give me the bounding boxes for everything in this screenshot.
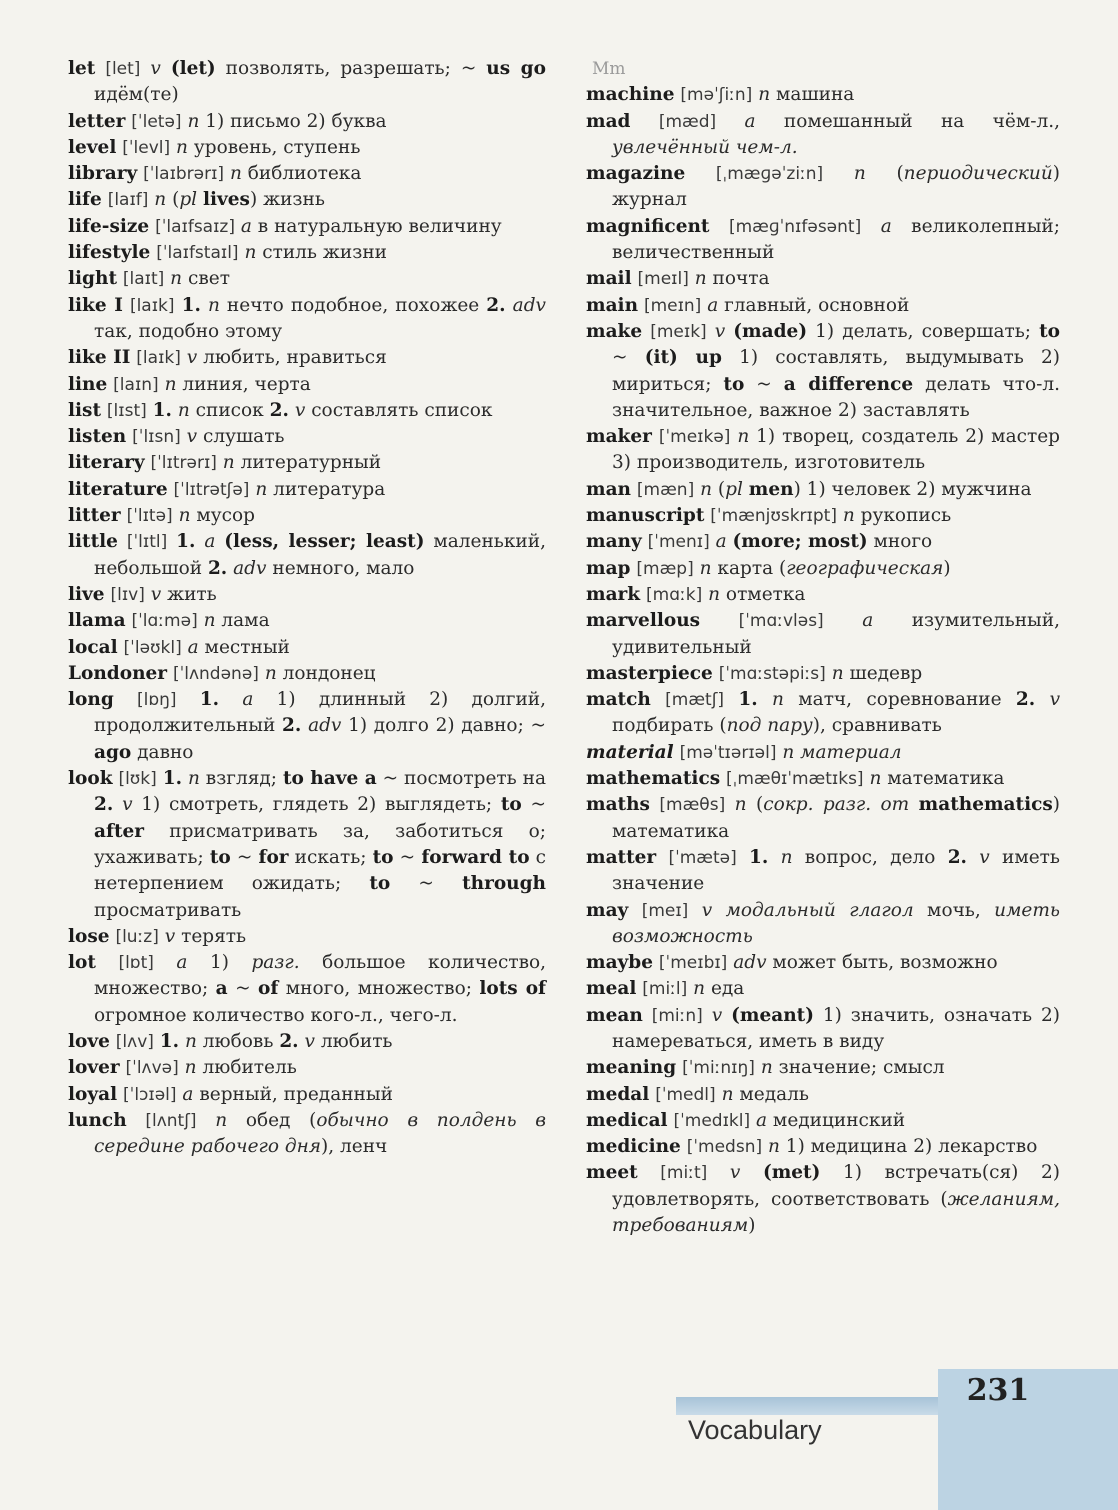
footer-section-label: Vocabulary — [688, 1415, 822, 1445]
dictionary-entry: let [let] v (let) позволять, разрешать; ~ us go идём(те) — [68, 58, 546, 106]
section-letter: Mm — [592, 59, 626, 79]
dictionary-entry: love [lʌv] 1. n любовь 2. v любить — [68, 1030, 393, 1052]
dictionary-entry: look [lʊk] 1. n взгляд; to have a ~ посмотреть на 2. v 1) смотреть, глядеть 2) выглядеть; to ~ after присматривать за, заботиться о; ухаживать; to ~ for искать; to ~ forward to с нетерпением ожидать; to ~ through просматривать — [68, 768, 547, 921]
dictionary-entry: map [mæp] n карта (географическая) — [586, 557, 951, 579]
right-column — [586, 56, 1060, 1239]
dictionary-entry: local [ˈləʊkl] a местный — [68, 636, 290, 658]
dictionary-entry: meet [miːt] v (met) 1) встречать(ся) 2) удовлетворять, соответствовать (желаниям, требованиям) — [586, 1162, 1061, 1237]
dictionary-entry: library [ˈlaɪbrərɪ] n библиотека — [68, 163, 362, 185]
dictionary-entry: loyal [ˈlɔɪəl] a верный, преданный — [68, 1083, 393, 1105]
dictionary-entry: marvellous [ˈmɑːvləs] a изумительный, удивительный — [586, 610, 1060, 658]
dictionary-entry: main [meɪn] a главный, основной — [586, 294, 910, 316]
dictionary-entry: like II [laɪk] v любить, нравиться — [68, 347, 387, 369]
dictionary-entry: medal [ˈmedl] n медаль — [586, 1083, 809, 1105]
dictionary-entry: letter [ˈletə] n 1) письмо 2) буква — [68, 110, 387, 132]
dictionary-entry: lifestyle [ˈlaɪfstaɪl] n стиль жизни — [68, 242, 387, 264]
dictionary-entry: mathematics [ˌmæθɪˈmætɪks] n математика — [586, 768, 1005, 790]
dictionary-entry: maker [ˈmeɪkə] n 1) творец, создатель 2) мастер 3) производитель, изготовитель — [586, 426, 1060, 474]
dictionary-entry: match [mætʃ] 1. n матч, соревнование 2. v подбирать (под пару), сравнивать — [586, 689, 1061, 737]
dictionary-entry: life [laɪf] n (pl lives) жизнь — [68, 189, 325, 211]
dictionary-entry: literature [ˈlɪtrətʃə] n литература — [68, 478, 386, 500]
dictionary-entry: material [məˈtɪərɪəl] n материал — [586, 741, 902, 763]
dictionary-entry: machine [məˈʃiːn] n машина — [586, 84, 855, 106]
dictionary-entry: live [lɪv] v жить — [68, 583, 217, 605]
dictionary-entry: litter [ˈlɪtə] n мусор — [68, 505, 255, 527]
dictionary-entry: level [ˈlevl] n уровень, ступень — [68, 136, 361, 158]
dictionary-entry: masterpiece [ˈmɑːstəpiːs] n шедевр — [586, 662, 923, 684]
dictionary-entry: magazine [ˌmæɡəˈziːn] n (периодический) журнал — [586, 163, 1060, 211]
dictionary-entry: lose [luːz] v терять — [68, 925, 247, 947]
dictionary-entry: magnificent [mæɡˈnɪfəsənt] a великолепный; величественный — [586, 215, 1060, 264]
dictionary-entry: mad [mæd] a помешанный на чём-л., увлечённый чем-л. — [586, 110, 1060, 158]
dictionary-entry: mark [mɑːk] n отметка — [586, 583, 806, 605]
dictionary-entry: literary [ˈlɪtrərɪ] n литературный — [68, 452, 382, 474]
dictionary-entry: lunch [lʌntʃ] n обед (обычно в полдень в середине рабочего дня), ленч — [68, 1109, 546, 1158]
left-column — [68, 56, 546, 1160]
dictionary-entry: meal [miːl] n еда — [586, 978, 745, 1000]
dictionary-entry: long [lɒŋ] 1. a 1) длинный 2) долгий, продолжительный 2. adv 1) долго 2) давно; ~ ago давно — [68, 689, 546, 763]
dictionary-entry: Londoner [ˈlʌndənə] n лондонец — [68, 662, 376, 684]
dictionary-entry: line [laɪn] n линия, черта — [68, 373, 311, 395]
dictionary-entry: mail [meɪl] n почта — [586, 268, 770, 290]
dictionary-entry: meaning [ˈmiːnɪŋ] n значение; смысл — [586, 1057, 945, 1079]
dictionary-entry: mean [miːn] v (meant) 1) значить, означать 2) намереваться, иметь в виду — [586, 1004, 1060, 1052]
dictionary-entry: listen [ˈlɪsn] v слушать — [68, 426, 285, 448]
page-number: 231 — [966, 1373, 1030, 1408]
dictionary-entry: may [meɪ] v модальный глагол мочь, иметь возможность — [586, 899, 1060, 947]
dictionary-entry: lot [lɒt] a 1) разг. большое количество, множество; a ~ of много, множество; lots of огромное количество кого-л., чего-л. — [68, 952, 547, 1026]
dictionary-entry: like I [laɪk] 1. n нечто подобное, похожее 2. adv так, подобно этому — [68, 294, 546, 342]
dictionary-entry: make [meɪk] v (made) 1) делать, совершать; to ~ (it) up 1) составлять, выдумывать 2) мириться; to ~ a difference делать что-л. значительное, важное 2) заставлять — [586, 320, 1061, 421]
dictionary-entry: llama [ˈlɑːmə] n лама — [68, 610, 270, 632]
dictionary-entry: medicine [ˈmedsn] n 1) медицина 2) лекарство — [586, 1136, 1038, 1158]
dictionary-entry: light [laɪt] n свет — [68, 268, 230, 290]
dictionary-entry: matter [ˈmætə] 1. n вопрос, дело 2. v иметь значение — [586, 846, 1060, 895]
dictionary-entry: maths [mæθs] n (сокр. разг. от mathematics) математика — [586, 794, 1061, 842]
dictionary-entry: man [mæn] n (pl men) 1) человек 2) мужчина — [586, 478, 1032, 500]
dictionary-entry: list [lɪst] 1. n список 2. v составлять список — [68, 399, 493, 421]
dictionary-entry: life-size [ˈlaɪfsaɪz] a в натуральную величину — [68, 215, 502, 237]
dictionary-entry: maybe [ˈmeɪbɪ] adv может быть, возможно — [586, 952, 998, 974]
dictionary-entry: little [ˈlɪtl] 1. a (less, lesser; least) маленький, небольшой 2. adv немного, мало — [68, 531, 546, 579]
dictionary-entry: manuscript [ˈmænjʊskrɪpt] n рукопись — [586, 505, 952, 527]
dictionary-entry: medical [ˈmedɪkl] a медицинский — [586, 1109, 906, 1131]
dictionary-entry: many [ˈmenɪ] a (more; most) много — [586, 531, 933, 553]
dictionary-entry: lover [ˈlʌvə] n любитель — [68, 1057, 297, 1079]
